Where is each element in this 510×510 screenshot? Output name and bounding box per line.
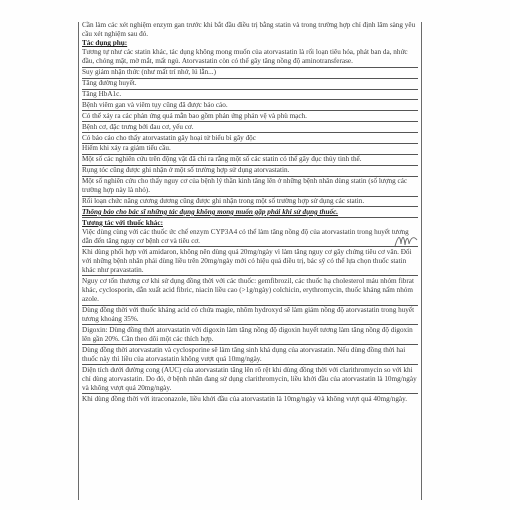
paragraph: Digoxin: Dùng đồng thời atorvastatin với digoxin làm tăng nồng độ digoxin huyết tương làm tăng nồng độ digoxin lên gần 20%. Cần theo dõi một các thích hợp.: [82, 325, 413, 343]
section-heading: Tương tác với thuốc khác:: [82, 218, 163, 227]
paragraph: Cần làm các xét nghiệm enzym gan trước khi bắt đầu điều trị bằng statin và trong trường hợp chỉ định lâm sàng yêu cầu xét nghiệm sau đó.: [82, 21, 416, 39]
paragraph: Dùng đồng thời với thuốc kháng acid có chứa magie, nhôm hydroxyd sẽ làm giảm nồng độ atorvastatin trong huyết tương khoảng 35%.: [82, 305, 415, 323]
signature-mark: [393, 230, 419, 250]
paragraph: Có báo cáo cho thấy atorvastatin gây hoại tử biểu bì gây độc: [82, 133, 256, 142]
paragraph: Diện tích dưới đường cong (AUC) của atorvastatin tăng lên rõ rệt khi dùng đồng thời với clarithromycin so với khi chỉ dùng atorvastatin. Do đó, ở bệnh nhân đang sử dụng clarithromycin, liều khởi đầu của atorvastatin là 10mg/ngày và không vượt quá 20mg/ngày.: [82, 365, 417, 392]
paragraph: Có thể xảy ra các phản ứng quá mẫn bao gồm phản ứng phản vệ và phù mạch.: [82, 111, 307, 120]
paragraph: Việc dùng cùng với các thuốc ức chế enzym CYP3A4 có thể làm tăng nồng độ của atorvastatin trong huyết tương dẫn đến tăng nguy cơ bệnh cơ và tiêu cơ.: [82, 227, 409, 245]
paragraph: Một số các nghiên cứu trên động vật đã chỉ ra rằng một số các statin có thể gây đục thủy tinh thể.: [82, 155, 362, 164]
notice-heading: Thông báo cho bác sĩ những tác dụng không mong muốn gặp phải khi sử dụng thuốc.: [82, 207, 339, 216]
paragraph: Tăng HbA1c.: [82, 90, 122, 98]
paragraph: Hiếm khi xảy ra giảm tiểu cầu.: [82, 144, 171, 153]
paragraph: Một số nghiên cứu cho thấy nguy cơ của bệnh lý thần kinh tăng lên ở những bệnh nhân dùng statin (số lượng các trường hợp này là nhỏ).: [82, 177, 408, 195]
paragraph: Dùng đồng thời atorvastatin và cyclosporine sẽ làm tăng sinh khả dụng của atorvastatin. Nếu dùng đồng thời hai thuốc này thì liều của atorvastatin không vượt quá 10mg/ngày.: [82, 345, 406, 363]
paragraph: Tăng đường huyết.: [82, 79, 137, 88]
paragraph: Bệnh cơ, đặc trưng bởi đau cơ, yếu cơ.: [82, 122, 194, 131]
paragraph: Rụng tóc cũng được ghi nhận ở một số trường hợp sử dụng atorvastatin.: [82, 166, 290, 175]
section-heading: Tác dụng phụ:: [82, 39, 128, 48]
paragraph: Bệnh viêm gan và viêm tụy cũng đã được báo cáo.: [82, 100, 228, 109]
document-body: [82, 21, 418, 404]
paragraph: Khi dùng phối hợp với amidaron, không nên dùng quá 20mg/ngày vì làm tăng nguy cơ gây chứng tiêu cơ vân. Đối với những bệnh nhân phải dùng liều trên 20mg/ngày mới có hiệu quả điều trị, bác sỹ có thể lựa chọn thuốc statin khác như pravastatin.: [82, 247, 412, 274]
paragraph: Suy giảm nhận thức (như mất trí nhớ, lú lẫn...): [82, 68, 216, 77]
paragraph: Nguy cơ tổn thương cơ khi sử dụng đồng thời với các thuốc: gemfibrozil, các thuốc hạ cholesterol máu nhóm fibrat khác, cyclosporin, dẫn xuất acid fibric, niacin liều cao (>1g/ngày) colchicin, erythromycin, thuốc kháng nấm nhóm azole.: [82, 276, 414, 304]
paragraph: Tương tự như các statin khác, tác dụng không mong muốn của atorvastatin là rối loạn tiêu hóa, phát ban da, nhức đầu, chóng mặt, mờ mắt, mất ngủ. Atorvastatin còn có thể gây tăng nồng độ aminotransferase.: [82, 48, 408, 66]
paragraph: Khi dùng đồng thời với itraconazole, liều khởi đầu của atorvastatin là 10mg/ngày và không vượt quá 40mg/ngày.: [82, 394, 408, 403]
paragraph: Rối loạn chức năng cương dương cũng được ghi nhận trong một số trường hợp sử dụng các statin.: [82, 196, 365, 205]
